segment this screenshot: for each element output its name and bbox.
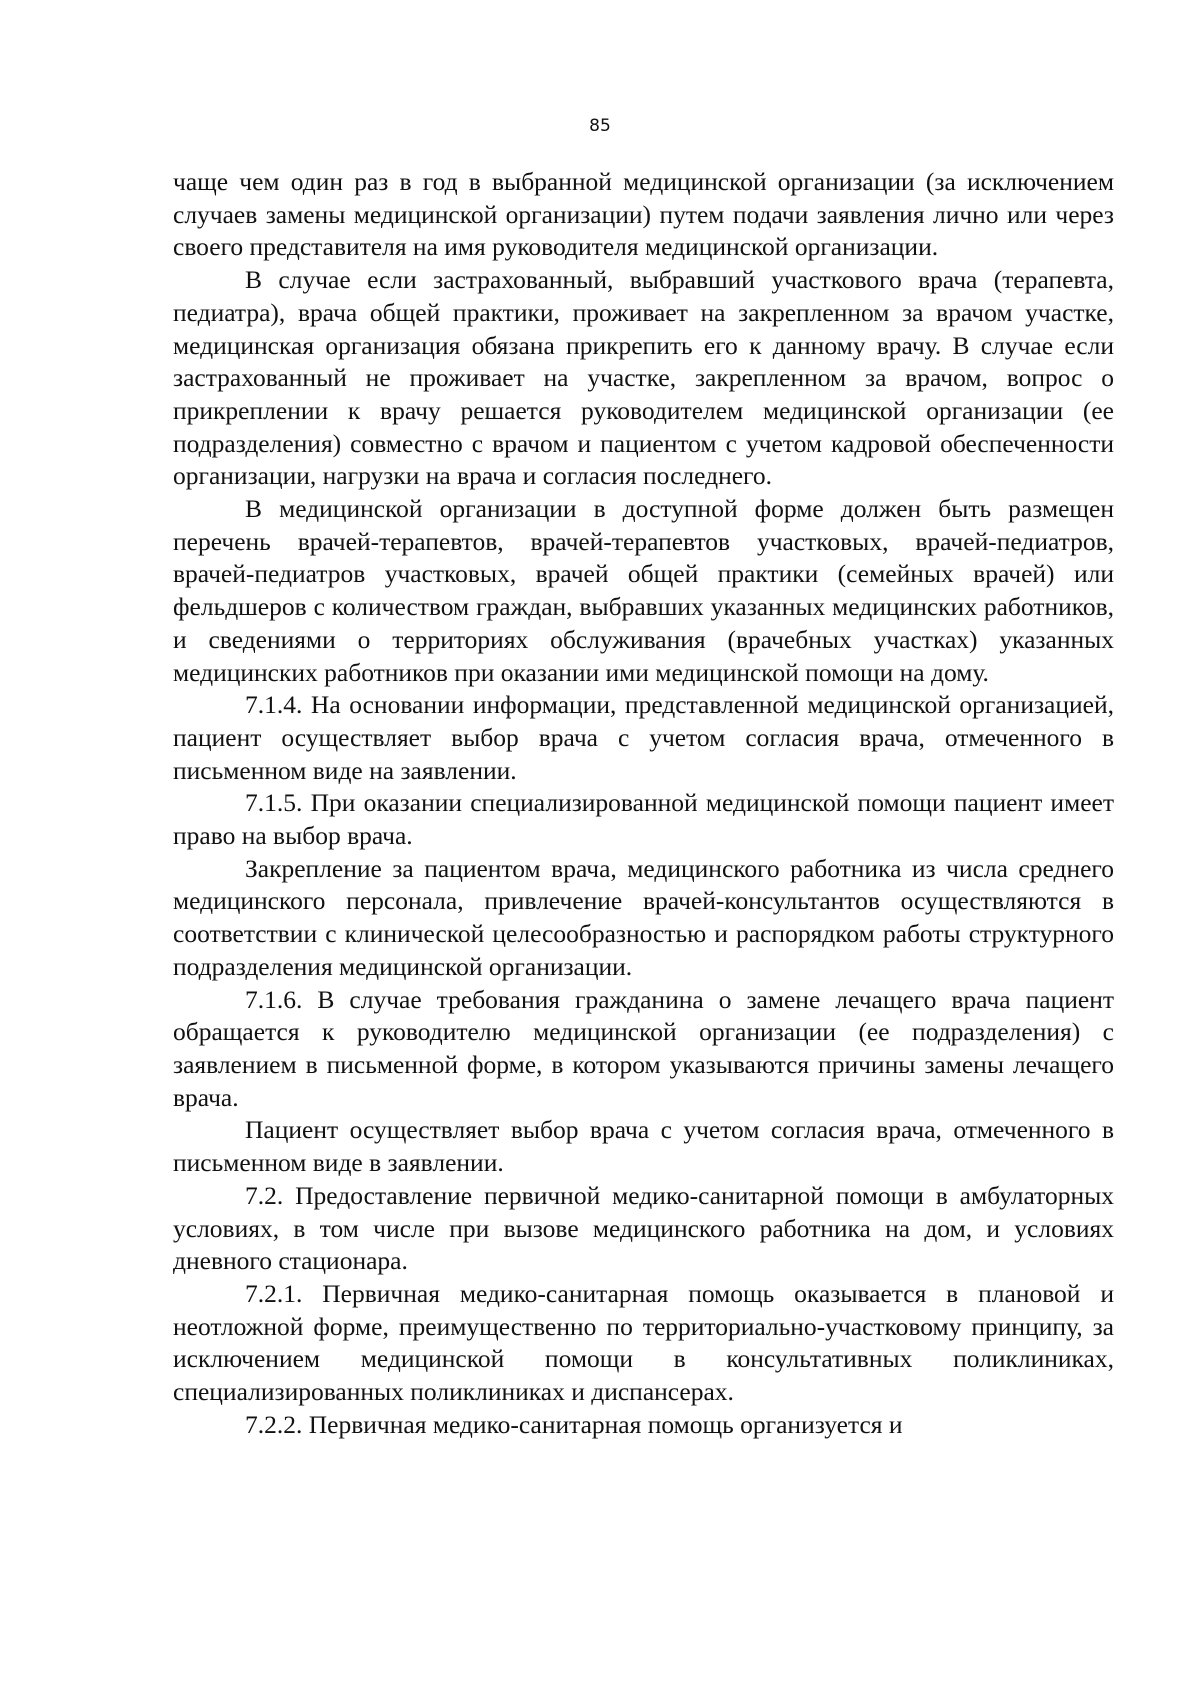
paragraph: Закрепление за пациентом врача, медицинского работника из числа среднего медицинского персонала, привлечение врачей-консультантов осуществляются в соответствии с клинической целесообразностью и распорядком работы структурного подразделения медицинской организации.	[173, 853, 1114, 981]
paragraph: В случае если застрахованный, выбравший участкового врача (терапевта, педиатра), врача общей практики, проживает на закрепленном за врачом участке, медицинская организация обязана прикрепить его к данному врачу. В случае если застрахованный не проживает на участке, закрепленном за врачом, вопрос о прикреплении к врачу решается руководителем медицинской организации (ее подразделения) совместно с врачом и пациентом с учетом кадровой обеспеченности организации, нагрузки на врача и согласия последнего.	[173, 265, 1114, 491]
document-body	[173, 166, 1114, 1441]
paragraph-7-2-2: 7.2.2. Первичная медико-санитарная помощь организуется и	[245, 1409, 903, 1439]
paragraph-continuation: чаще чем один раз в год в выбранной медицинской организации (за исключением случаев замены медицинской организации) путем подачи заявления лично или через своего представителя на имя руководителя медицинской организации.	[173, 167, 1114, 262]
paragraph: Пациент осуществляет выбор врача с учетом согласия врача, отмеченного в письменном виде в заявлении.	[173, 1115, 1114, 1178]
paragraph: В медицинской организации в доступной форме должен быть размещен перечень врачей-терапевтов, врачей-терапевтов участковых, врачей-педиатров, врачей-педиатров участковых, врачей общей практики (семейных врачей) или фельдшеров с количеством граждан, выбравших указанных медицинских работников, и сведениями о территориях обслуживания (врачебных участках) указанных медицинских работников при оказании ими медицинской помощи на дому.	[173, 494, 1114, 687]
paragraph-7-2-1: 7.2.1. Первичная медико-санитарная помощь оказывается в плановой и неотложной форме, преимущественно по территориально-участковому принципу, за исключением медицинской помощи в консультативных поликлиниках, специализированных поликлиниках и диспансерах.	[173, 1278, 1114, 1407]
paragraph-7-1-4: 7.1.4. На основании информации, представленной медицинской организацией, пациент осуществляет выбор врача с учетом согласия врача, отмеченного в письменном виде на заявлении.	[173, 690, 1114, 785]
paragraph-7-1-6: 7.1.6. В случае требования гражданина о замене лечащего врача пациент обращается к руководителю медицинской организации (ее подразделения) с заявлением в письменной форме, в котором указываются причины замены лечащего врача.	[173, 984, 1114, 1112]
page-number: 85	[589, 116, 611, 136]
paragraph-7-2: 7.2. Предоставление первичной медико-санитарной помощи в амбулаторных условиях, в том числе при вызове медицинского работника на дом, и условиях дневного стационара.	[173, 1180, 1114, 1276]
paragraph-7-1-5: 7.1.5. При оказании специализированной медицинской помощи пациент имеет право на выбор врача.	[173, 788, 1114, 851]
